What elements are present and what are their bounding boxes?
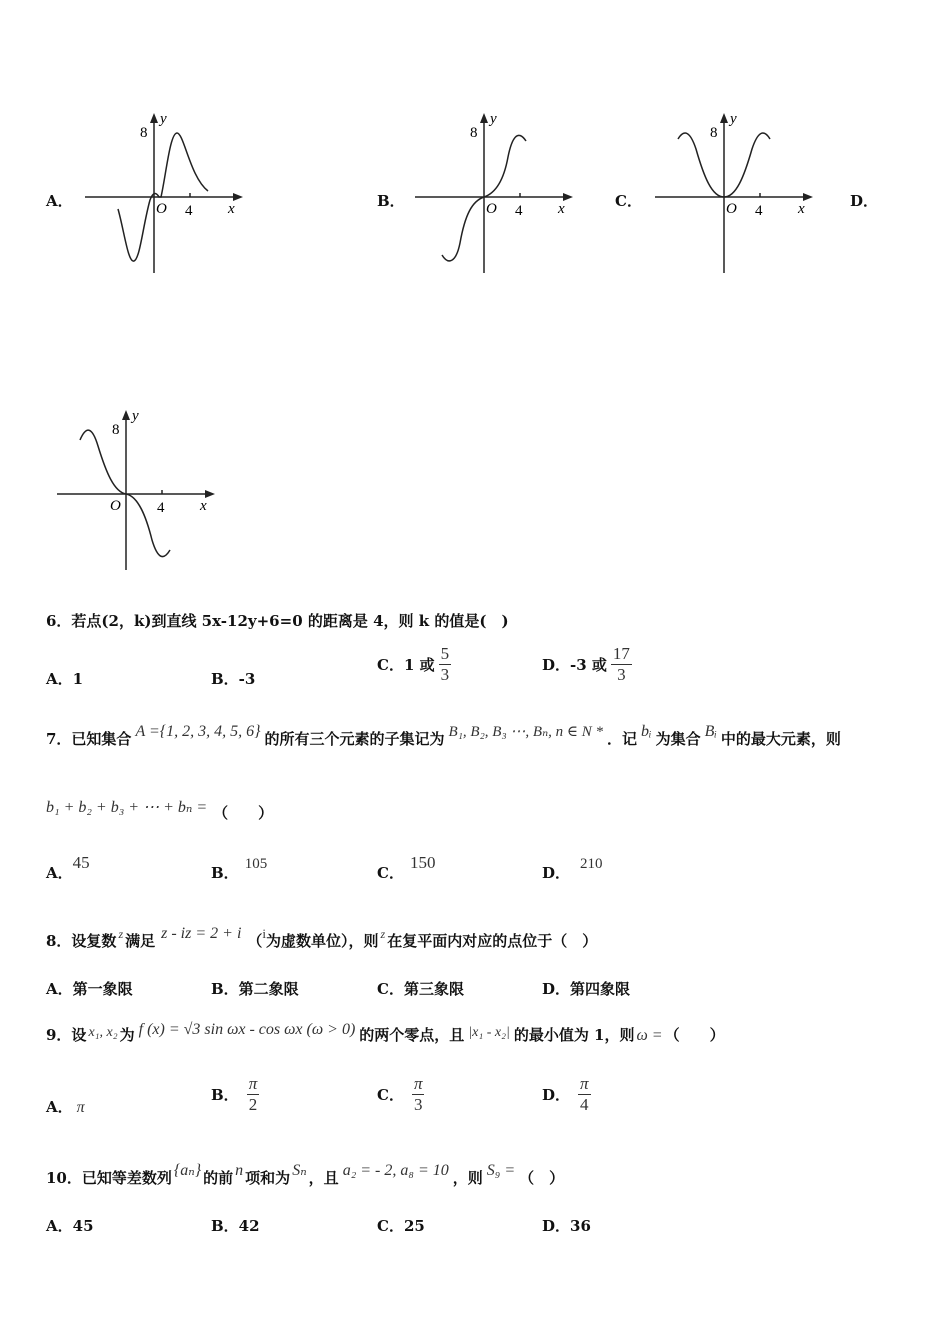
q9-stem: 9．设 x₁, x₂ 为 f (x) = √3 sin ωx - cos ωx (ω > 0) 的两个零点，且 |x₁ - x₂| 的最小值为 1，则 ω = （ ） bbox=[46, 1021, 725, 1044]
axis-y-label: y bbox=[730, 111, 737, 127]
q10-option-b: B．42 bbox=[211, 1217, 260, 1235]
q7-option-b: B． 105 bbox=[211, 856, 268, 882]
q6-option-d: D．-3 或 $\frac{17}{3}$ bbox=[542, 644, 630, 684]
q8-option-d: D．第四象限 bbox=[542, 980, 631, 998]
tick-8: 8 bbox=[710, 125, 718, 141]
axis-x-label: x bbox=[798, 201, 805, 217]
q6-option-a: A．1 bbox=[46, 670, 84, 688]
option-d-label: D． bbox=[850, 192, 879, 210]
option-a-label: A． bbox=[46, 192, 73, 210]
q9-option-a: A． π bbox=[46, 1098, 85, 1116]
tick-8: 8 bbox=[140, 125, 148, 141]
q7-sum: b₁ + b₂ + b₃ + ⋯ + bₙ = （ ） bbox=[46, 799, 274, 822]
q10-option-c: C．25 bbox=[377, 1217, 425, 1235]
axis-x-label: x bbox=[558, 201, 565, 217]
origin-label: O bbox=[110, 498, 121, 514]
q10-option-a: A．45 bbox=[46, 1217, 94, 1235]
graph-c bbox=[650, 105, 820, 284]
q7-option-d: D． 210 bbox=[542, 856, 603, 882]
q7-stem: 7．已知集合 A ={1, 2, 3, 4, 5, 6} 的所有三个元素的子集记为 B₁, B₂, B₃ ⋯, Bₙ, n ∈ N * ．记 bᵢ 为集合 Bᵢ 中的最大元素，则 bbox=[46, 723, 841, 748]
tick-8: 8 bbox=[470, 125, 478, 141]
tick-4: 4 bbox=[185, 203, 193, 219]
axis-x-label: x bbox=[200, 498, 207, 514]
q9-option-d: D． $\frac{\pi}{4}$ bbox=[542, 1074, 589, 1114]
fraction: $\frac{\pi}{2}$ bbox=[248, 1074, 258, 1114]
fraction: $\frac{5}{3}$ bbox=[440, 644, 450, 684]
q9-option-b: B． $\frac{\pi}{2}$ bbox=[211, 1074, 258, 1114]
fraction: $\frac{\pi}{3}$ bbox=[413, 1074, 423, 1114]
tick-4: 4 bbox=[157, 500, 165, 516]
q8-option-c: C．第三象限 bbox=[377, 980, 464, 998]
axis-y-label: y bbox=[160, 111, 167, 127]
q8-stem: 8．设复数 z 满足 z - iz = 2 + i （ i 为虚数单位），则 z 在复平面内对应的点位于（ ） bbox=[46, 925, 598, 950]
axis-x-label: x bbox=[228, 201, 235, 217]
graph-b bbox=[410, 105, 580, 284]
q6-option-b: B．-3 bbox=[211, 670, 256, 688]
q9-option-c: C． $\frac{\pi}{3}$ bbox=[377, 1074, 423, 1114]
axis-y-label: y bbox=[490, 111, 497, 127]
q7-option-c: C．150 bbox=[377, 853, 436, 882]
tick-8: 8 bbox=[112, 422, 120, 438]
q6-option-c: C．1 或 $\frac{5}{3}$ bbox=[377, 644, 450, 684]
option-b-label: B． bbox=[377, 192, 405, 210]
fraction: $\frac{17}{3}$ bbox=[612, 644, 630, 684]
tick-4: 4 bbox=[755, 203, 763, 219]
q7-option-a: A．45 bbox=[46, 853, 90, 882]
origin-label: O bbox=[156, 201, 167, 217]
origin-label: O bbox=[726, 201, 737, 217]
q10-option-d: D．36 bbox=[542, 1217, 591, 1235]
option-c-label: C． bbox=[615, 192, 642, 210]
graph-a bbox=[80, 105, 250, 284]
origin-label: O bbox=[486, 201, 497, 217]
graph-d bbox=[52, 402, 222, 581]
q10-stem: 10．已知等差数列 {aₙ} 的前 n 项和为 Sₙ ，且 a₂ = - 2, a₈ = 10 ，则 S₉ = （ ） bbox=[46, 1162, 565, 1187]
q6-stem: 6．若点(2，k)到直线 5x-12y+6=0 的距离是 4，则 k 的值是( ) bbox=[46, 612, 509, 630]
q8-option-b: B．第二象限 bbox=[211, 980, 299, 998]
q8-option-a: A．第一象限 bbox=[46, 980, 133, 998]
fraction: $\frac{\pi}{4}$ bbox=[580, 1074, 589, 1114]
tick-4: 4 bbox=[515, 203, 523, 219]
axis-y-label: y bbox=[132, 408, 139, 424]
